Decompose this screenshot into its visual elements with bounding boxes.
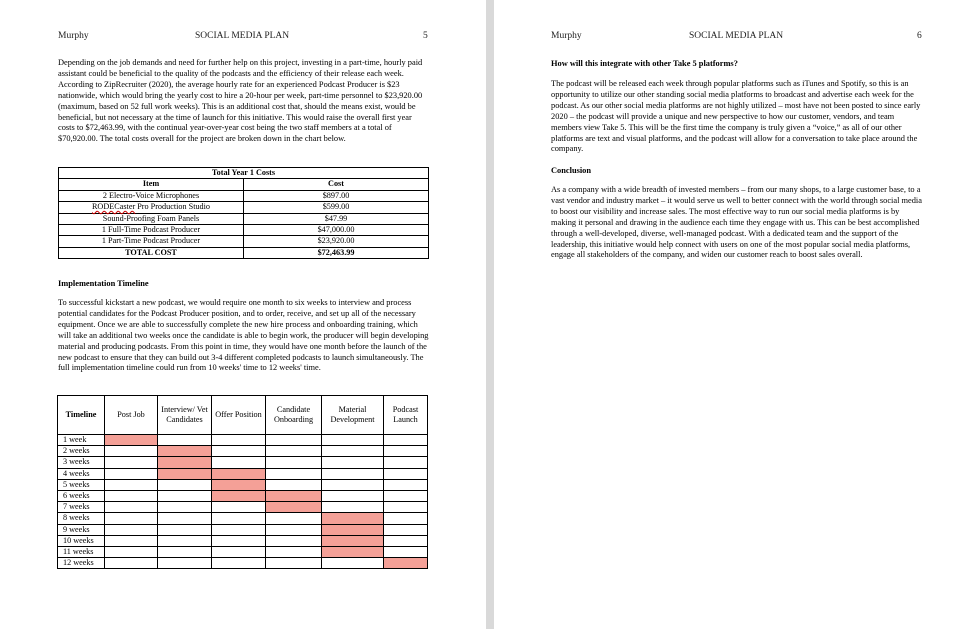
- timeline-week-label: 12 weeks: [58, 558, 105, 569]
- timeline-week-label: 5 weeks: [58, 479, 105, 490]
- timeline-week-label: 7 weeks: [58, 502, 105, 513]
- timeline-cell: [384, 524, 428, 535]
- cost-value: $23,920.00: [244, 236, 429, 247]
- timeline-cell: [105, 468, 158, 479]
- document-page-6: [494, 0, 980, 629]
- timeline-cell: [322, 479, 384, 490]
- cost-item: Sound-Proofing Foam Panels: [59, 213, 244, 224]
- table-row: [59, 190, 429, 201]
- timeline-row: [58, 502, 428, 513]
- timeline-table: [57, 395, 428, 569]
- timeline-cell-highlighted: [105, 435, 158, 446]
- timeline-cell: [266, 524, 322, 535]
- timeline-header: Timeline: [58, 396, 105, 435]
- timeline-week-label: 2 weeks: [58, 446, 105, 457]
- cost-item: 2 Electro-Voice Microphones: [59, 190, 244, 201]
- header-author: Murphy: [58, 31, 89, 41]
- timeline-cell: [158, 435, 212, 446]
- timeline-week-label: 10 weeks: [58, 535, 105, 546]
- timeline-row: [58, 524, 428, 535]
- header-title: SOCIAL MEDIA PLAN: [195, 31, 290, 41]
- integration-heading: How will this integrate with other Take 5 platforms?: [551, 59, 738, 68]
- timeline-week-label: 8 weeks: [58, 513, 105, 524]
- timeline-cell: [266, 547, 322, 558]
- timeline-header: Interview/ Vet Candidates: [158, 396, 212, 435]
- timeline-cell: [158, 558, 212, 569]
- timeline-cell: [212, 446, 266, 457]
- timeline-cell: [322, 468, 384, 479]
- cost-item: 1 Full-Time Podcast Producer: [59, 225, 244, 236]
- timeline-cell: [105, 479, 158, 490]
- timeline-cell: [105, 502, 158, 513]
- timeline-cell-highlighted: [158, 468, 212, 479]
- timeline-cell-highlighted: [212, 468, 266, 479]
- timeline-cell: [212, 502, 266, 513]
- timeline-header: Podcast Launch: [384, 396, 428, 435]
- timeline-cell: [384, 435, 428, 446]
- timeline-cell: [384, 535, 428, 546]
- timeline-cell: [384, 457, 428, 468]
- table-row: [59, 236, 429, 247]
- timeline-row: [58, 435, 428, 446]
- timeline-cell: [266, 468, 322, 479]
- timeline-cell: [266, 479, 322, 490]
- cost-item-rest: Pro Production Studio: [135, 202, 211, 212]
- spellcheck-word[interactable]: RODECaster: [91, 202, 136, 212]
- timeline-cell: [158, 547, 212, 558]
- total-value: $72,463.99: [244, 247, 429, 258]
- timeline-cell: [212, 558, 266, 569]
- timeline-row: [58, 513, 428, 524]
- cost-value: $897.00: [244, 190, 429, 201]
- timeline-cell: [384, 491, 428, 502]
- timeline-week-label: 3 weeks: [58, 457, 105, 468]
- cost-value: $47.99: [244, 213, 429, 224]
- total-row: [59, 247, 429, 258]
- timeline-cell: [212, 547, 266, 558]
- timeline-cell: [384, 502, 428, 513]
- timeline-cell: [212, 513, 266, 524]
- timeline-cell: [158, 491, 212, 502]
- timeline-cell: [266, 513, 322, 524]
- cost-item: [59, 202, 244, 213]
- timeline-cell: [212, 457, 266, 468]
- timeline-cell: [266, 558, 322, 569]
- timeline-row: [58, 446, 428, 457]
- timeline-cell: [212, 535, 266, 546]
- timeline-cell: [322, 502, 384, 513]
- timeline-cell-highlighted: [322, 535, 384, 546]
- cost-table-title: Total Year 1 Costs: [59, 168, 429, 179]
- intro-paragraph: Depending on the job demands and need for further help on this project, investing in a part-time, hourly paid assistant could be beneficial to the quality of the podcasts and the efficiency of their release each week. According to ZipRecruiter (2020), the average hourly rate for an experienced Podcast Producer is $23 nationwide, which would bring the yearly cost to hire a 20-hour per week, part-time personnel to $23,920.00 (maximum, based on 52 full work weeks). This is an additional cost that, should the means exist, would be beneficial, but not necessary at the time of launch for this initiative. This would raise the overall first year costs to $72,463.99, with the continual year-over-year cost being the two staff members at a total of $70,920.00. The total costs overall for the project are broken down in the chart below.: [58, 58, 423, 144]
- integration-paragraph: The podcast will be released each week through popular platforms such as iTunes and Spotify, so this is an opportunity to utilize our other standing social media platforms to broadcast and advertise each week for the podcast. As our other social media platforms are not highly utilized – most have not been posted to since early 2020 – the podcast will provide a unique and new perspective to how our customer, vendors, and team members view Take 5. This will be the first time the company is truly given a “voice,” as all of our other platforms are text and visual platforms, and the podcast will allow for a conversation to take place around the company.: [551, 79, 921, 154]
- timeline-cell-highlighted: [266, 502, 322, 513]
- timeline-week-label: 4 weeks: [58, 468, 105, 479]
- header-author: Murphy: [551, 31, 582, 41]
- timeline-row: [58, 491, 428, 502]
- table-row: [59, 225, 429, 236]
- timeline-cell-highlighted: [158, 446, 212, 457]
- conclusion-paragraph: As a company with a wide breadth of invested members – from our many shops, to a large customer base, to a vast vendor and industry market – it would serve us well to better connect with the world through social media to boost our visibility and increase sales. The most effective way to run our social media platforms is by making it personal and drawing in the audience each time they engage with us. This can be best accomplished through a well-developed, diverse, well-managed podcast. With a dedicated team and the support of the leadership, this initiative would help connect with users on one of the most popular social media platforms, engage all stakeholders of the company, and widen our customer reach to boost sales overall.: [551, 185, 922, 260]
- timeline-cell: [266, 446, 322, 457]
- timeline-cell: [266, 435, 322, 446]
- timeline-row: [58, 547, 428, 558]
- timeline-cell: [384, 468, 428, 479]
- timeline-cell: [384, 547, 428, 558]
- timeline-row: [58, 558, 428, 569]
- timeline-cell: [158, 513, 212, 524]
- header-page-number: 5: [423, 31, 428, 41]
- timeline-week-label: 9 weeks: [58, 524, 105, 535]
- timeline-week-label: 6 weeks: [58, 491, 105, 502]
- cost-table-header-cost: Cost: [244, 179, 429, 190]
- timeline-cell: [105, 513, 158, 524]
- timeline-cell-highlighted: [212, 479, 266, 490]
- timeline-week-label: 1 week: [58, 435, 105, 446]
- timeline-cell: [212, 524, 266, 535]
- timeline-cell: [105, 446, 158, 457]
- timeline-cell: [158, 502, 212, 513]
- timeline-cell-highlighted: [384, 558, 428, 569]
- timeline-row: [58, 479, 428, 490]
- timeline-cell: [266, 535, 322, 546]
- timeline-row: [58, 535, 428, 546]
- timeline-cell-highlighted: [322, 524, 384, 535]
- timeline-cell-highlighted: [322, 547, 384, 558]
- timeline-cell: [105, 535, 158, 546]
- header-page-number: 6: [917, 31, 922, 41]
- timeline-cell-highlighted: [266, 491, 322, 502]
- timeline-cell: [322, 435, 384, 446]
- timeline-cell: [322, 446, 384, 457]
- timeline-row: [58, 457, 428, 468]
- timeline-cell: [158, 479, 212, 490]
- timeline-cell: [158, 524, 212, 535]
- timeline-cell: [158, 535, 212, 546]
- implementation-paragraph: To successful kickstart a new podcast, we would require one month to six weeks to interview and process potential candidates for the Podcast Producer position, and to order, receive, and set up all of the necessary equipment. Once we are able to successfully complete the new hire process and onboarding training, which will take an additional two weeks once the candidate is able to begin work, the producer will begin developing material and producing podcasts. From this point in time, they would have one month before the launch of the new podcast to ensure that they can build out 3-4 different completed podcasts to launch simultaneously. The full implementation timeline could run from 10 weeks' time to 12 weeks' time.: [58, 298, 429, 373]
- timeline-row: [58, 468, 428, 479]
- timeline-cell: [384, 479, 428, 490]
- timeline-cell: [322, 491, 384, 502]
- total-label: TOTAL COST: [59, 247, 244, 258]
- cost-table: [58, 167, 429, 259]
- timeline-header: Material Development: [322, 396, 384, 435]
- timeline-header: Post Job: [105, 396, 158, 435]
- timeline-cell: [384, 513, 428, 524]
- header-title: SOCIAL MEDIA PLAN: [689, 31, 784, 41]
- timeline-cell: [105, 558, 158, 569]
- timeline-header-row: [58, 396, 428, 435]
- implementation-heading: Implementation Timeline: [58, 279, 149, 288]
- timeline-cell: [105, 547, 158, 558]
- timeline-cell-highlighted: [322, 513, 384, 524]
- timeline-cell: [105, 491, 158, 502]
- timeline-cell-highlighted: [212, 491, 266, 502]
- timeline-header: Offer Position: [212, 396, 266, 435]
- timeline-cell: [212, 435, 266, 446]
- timeline-cell: [266, 457, 322, 468]
- timeline-cell: [105, 457, 158, 468]
- document-page-5: [0, 0, 486, 629]
- timeline-cell: [322, 558, 384, 569]
- timeline-week-label: 11 weeks: [58, 547, 105, 558]
- timeline-cell-highlighted: [158, 457, 212, 468]
- table-row: [59, 202, 429, 213]
- cost-item: 1 Part-Time Podcast Producer: [59, 236, 244, 247]
- cost-value: $47,000.00: [244, 225, 429, 236]
- timeline-cell: [105, 524, 158, 535]
- table-row: [59, 213, 429, 224]
- cost-value: $599.00: [244, 202, 429, 213]
- timeline-header: Candidate Onboarding: [266, 396, 322, 435]
- conclusion-heading: Conclusion: [551, 166, 592, 175]
- timeline-cell: [322, 457, 384, 468]
- cost-table-header-item: Item: [59, 179, 244, 190]
- timeline-cell: [384, 446, 428, 457]
